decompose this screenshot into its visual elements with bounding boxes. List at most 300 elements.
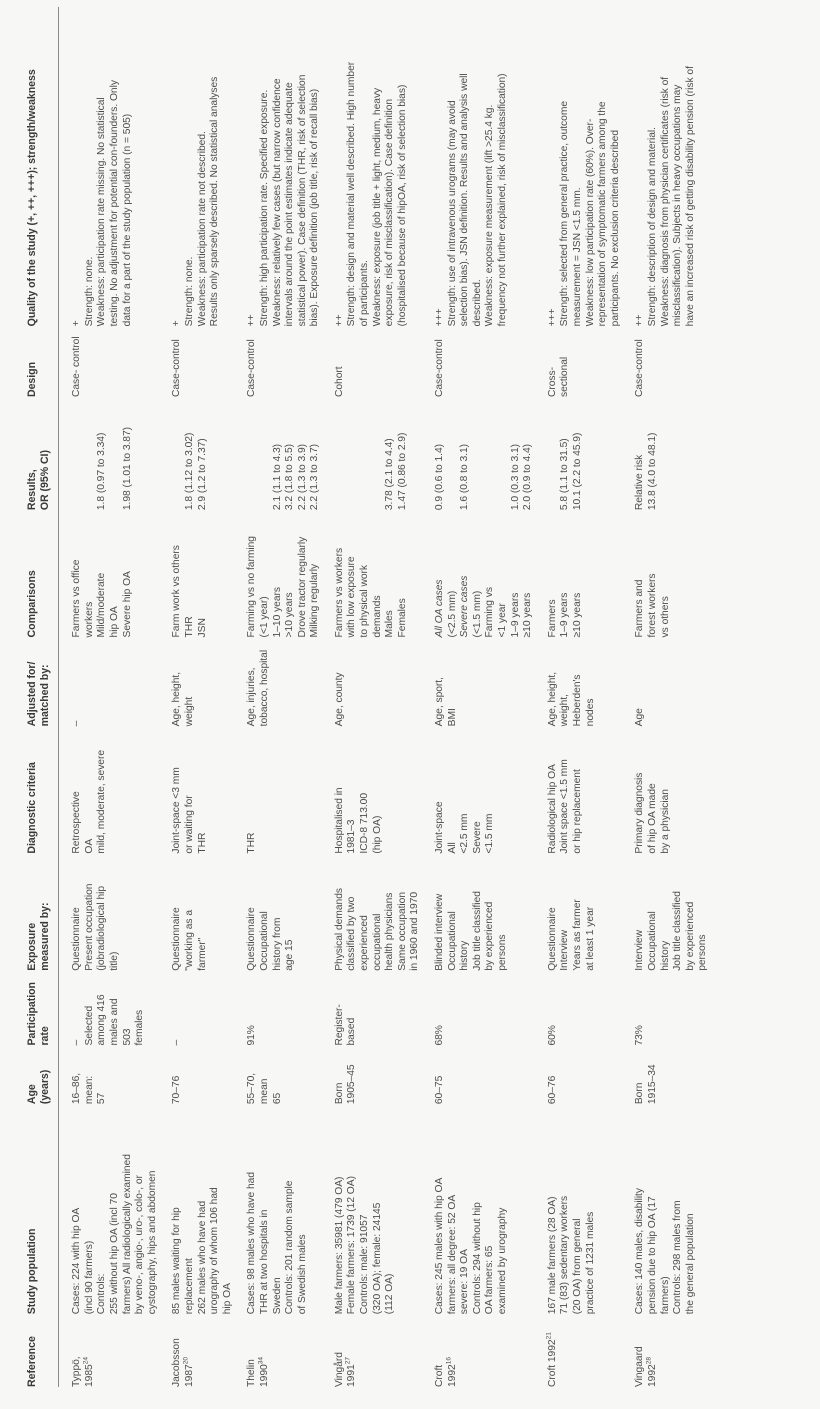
cell-line: Farmers vs workers (333, 547, 345, 638)
column-header-diagnostic-criteria (26, 726, 59, 853)
cell-line: Severe (471, 821, 483, 854)
cell-line: <1 year (497, 603, 508, 638)
cell-results (234, 397, 322, 510)
cell-line: 1.0 (0.3 to 3.1) (509, 443, 521, 511)
cell-line: Physical demands (333, 888, 345, 971)
cell-line: females (134, 1009, 146, 1046)
cell-line: 3.2 (1.8 to 5.5) (284, 443, 296, 511)
cell-line: 1985$^{24}$ (82, 1357, 95, 1387)
cell-line: farmers: all degree: 52 OA (446, 1194, 458, 1315)
cell-line: Case- control (71, 336, 83, 398)
cell-line: at least 1 year (584, 906, 596, 971)
quality-line: Weakness: diagnosis from physician certificates (risk of (659, 76, 671, 327)
cell-line: Age, height, (546, 671, 558, 727)
cell-line (447, 406, 460, 510)
cell-line: 55–70, (246, 1072, 258, 1105)
cell-line: Farmers (546, 599, 558, 638)
cell-design (59, 326, 160, 397)
quality-line: Strength: selected from general practice, outcome (559, 100, 571, 327)
cell-line: All OA cases (434, 579, 446, 638)
cell-comparisons (535, 510, 623, 637)
cell-line: Farming vs (484, 587, 496, 638)
cell-line: – (71, 1039, 83, 1046)
cell-line: Cases: 140 males, disability (634, 1188, 646, 1315)
cell-line: Croft 1992$^{21}$ (545, 1332, 558, 1387)
quality-line: Weakness: relatively few cases (but narrow confidence (271, 78, 283, 327)
cell-line: by experienced persons (684, 898, 709, 971)
column-header-study-population (26, 1104, 59, 1314)
cell-adjusted-for (159, 637, 234, 726)
quality-line: testing. No adjustment for potential con-founders. Only (108, 80, 120, 327)
cell-line: Vingaard 1992$^{28}$ (634, 1343, 658, 1387)
cell-reference (322, 1314, 422, 1387)
cell-line: 16–86, (71, 1072, 83, 1105)
cell-line: to physical work (359, 564, 371, 638)
quality-line: statistical power). Case definition (THR, risk of selection (296, 74, 308, 327)
column-header-results (26, 397, 59, 510)
quality-line: Weakness: participation rate missing. No statistical (96, 97, 108, 327)
cell-line: 1–9 years (559, 592, 571, 638)
cell-diagnostic-criteria (159, 726, 234, 853)
cell-line: Jacobsson (171, 1338, 183, 1387)
cell-line: Sweden (271, 1277, 283, 1315)
cell-age (234, 1046, 322, 1105)
cell-line: OA farmers: 65 (484, 1245, 496, 1315)
cell-line: JSN (196, 618, 208, 638)
cell-line: 2.2 (1.3 to 3.7) (309, 443, 321, 511)
cell-line: hip OA (221, 1283, 233, 1315)
cell-age (159, 1046, 234, 1105)
cell-line: 2.1 (1.1 to 4.3) (271, 443, 283, 511)
quality-line: of participants. (359, 260, 371, 327)
cell-line: based (346, 1017, 358, 1046)
table-row (59, 7, 160, 1387)
cell-results (422, 397, 535, 510)
quality-grade: ++ (246, 314, 258, 327)
cell-comparisons (422, 510, 535, 637)
cell-line: in 1960 and 1970 (409, 892, 421, 971)
cell-line: replacement (183, 1258, 195, 1315)
reference-superscript: 34 (257, 1357, 265, 1365)
cell-line: THR (196, 832, 208, 854)
header-line: Design (26, 361, 38, 398)
cell-line: forest workers (646, 573, 658, 638)
cell-line: Years as farmer (571, 899, 583, 971)
cell-participation-rate (234, 971, 322, 1046)
cell-design (322, 326, 422, 397)
cell-line: urography of whom 106 had (209, 1187, 221, 1315)
cell-line: 85 males waiting for hip (171, 1207, 183, 1315)
cell-line: or waiting for (183, 795, 195, 854)
cell-comparisons (59, 510, 160, 637)
quality-line: intervals around the point estimates indicate adequate (284, 82, 296, 327)
cell-participation-rate (159, 971, 234, 1046)
cell-line: Present occupation (jobradiological hip (83, 880, 108, 971)
cell-line: 60% (546, 1025, 558, 1046)
cell-line: 1991$^{27}$ (345, 1357, 358, 1387)
cell-line: Controls: 294 without hip (471, 1202, 483, 1315)
cell-line: (incl 90 farmers) (83, 1240, 95, 1315)
quality-line: measurement = JSN <1.5 mm. (571, 187, 583, 327)
cell-line: <2.5 mm (459, 813, 471, 854)
cell-line: health physicians (384, 892, 396, 971)
cell-line: Male farmers: 35981 (479 OA) (333, 1176, 345, 1315)
cell-line: Radiological hip OA (546, 764, 558, 854)
cell-line: examined by urography (497, 1207, 508, 1315)
quality-line: (hospitalised because of hipOA, risk of selection bias) (396, 84, 408, 327)
cell-line: 1992$^{16}$ (445, 1357, 458, 1387)
quality-line: misclassification). Subjects in heavy occupations may (672, 84, 684, 327)
cell-line: Born (333, 1082, 345, 1105)
cell-line: males and (108, 998, 120, 1046)
cell-line: (320 OA); female: 24145 (371, 1202, 383, 1315)
cell-comparisons (234, 510, 322, 637)
cell-line: Age, sport, (434, 677, 446, 727)
cell-design (535, 326, 623, 397)
cell-line: Interview (559, 930, 571, 971)
cell-line: 71 (83) sedentary workers (559, 1195, 571, 1315)
cell-study-population (234, 1104, 322, 1314)
column-header-participation-rate (26, 971, 59, 1046)
quality-line: Strength: high participation rate. Specified exposure. (258, 89, 270, 327)
cell-quality (622, 7, 710, 326)
cell-line: or hip replacement (571, 769, 583, 854)
cell-line: history (459, 940, 471, 971)
cell-line: <1.5 mm (484, 813, 496, 854)
cell-line: Age, injuries, (246, 667, 258, 727)
cell-line: Retrospective (71, 791, 83, 854)
cell-line: cystography, hips and abdomen (146, 1170, 158, 1315)
cell-exposure (234, 854, 322, 971)
quality-line: bias). Exposure definition (job title, risk of recall bias) (309, 88, 321, 327)
header-line: OR (95% CI) (38, 450, 51, 511)
cell-exposure (59, 854, 160, 971)
cell-line: (<1.5 mm) (471, 590, 483, 638)
cell-line: Heberden's nodes (571, 671, 596, 727)
cell-line: (<2.5 mm) (446, 590, 458, 638)
cell-line: Cross- (546, 366, 558, 398)
cell-diagnostic-criteria (234, 726, 322, 853)
header-line: Comparisons (26, 570, 38, 638)
cell-line: Farmers and (634, 579, 646, 638)
reference-superscript: 21 (545, 1332, 553, 1340)
cell-line (84, 406, 97, 510)
cell-line: Severe hip OA (121, 571, 133, 638)
cell-line: Born (634, 1082, 646, 1105)
cell-line: (hip OA) (371, 815, 383, 854)
cell-line: by experienced persons (484, 898, 508, 971)
cell-line: THR (246, 832, 258, 854)
cell-line: 2.2 (1.3 to 3.9) (296, 443, 308, 511)
cell-line: Controls: 201 random sample (284, 1180, 296, 1315)
cell-line: 60–75 (434, 1075, 446, 1105)
cell-line (359, 406, 372, 510)
cell-age (535, 1046, 623, 1105)
quality-grade: ++ (634, 314, 646, 327)
quality-line: participants. No exclusion criteria described (609, 129, 621, 327)
cell-line: Thelin (246, 1359, 258, 1387)
cell-line: Vingård (333, 1352, 345, 1387)
cell-line: 13.8 (4.0 to 48.1) (646, 432, 658, 511)
cell-line (246, 406, 259, 510)
cell-adjusted-for (422, 637, 535, 726)
cell-line (497, 406, 510, 510)
cell-diagnostic-criteria (322, 726, 422, 853)
cell-line: Drove tractor regularly (296, 536, 308, 638)
cell-line: by a physician (659, 789, 671, 854)
cell-participation-rate (59, 971, 160, 1046)
cell-line: 1.98 (1.01 to 3.87) (121, 426, 133, 511)
reference-superscript: 16 (445, 1357, 453, 1365)
cell-line: Controls: (96, 1273, 108, 1315)
cell-line: 0.9 (0.6 to 1.4) (434, 443, 446, 511)
cell-line: Questionnaire (246, 907, 258, 971)
cell-line (259, 406, 272, 510)
cell-line: workers (83, 601, 95, 638)
cell-line: Controls: 298 males from (672, 1200, 684, 1315)
header-line: measured by: (38, 902, 51, 971)
cell-line: occupational (371, 913, 383, 971)
table-header-row (26, 7, 59, 1387)
cell-line: Occupational (646, 911, 658, 971)
cell-line: Register- (333, 1004, 345, 1046)
cell-exposure (422, 854, 535, 971)
cell-line: 1915–34 (646, 1064, 658, 1105)
quality-line: Weakness: participation rate not described. (196, 131, 208, 327)
column-header-quality (26, 7, 59, 326)
cell-line: Cases: 224 with hip OA (71, 1207, 83, 1315)
cell-line: among 416 (96, 994, 108, 1046)
cell-line: THR at two hospitals in (258, 1209, 270, 1315)
quality-grade: + (171, 320, 183, 327)
cell-line: Joint-space <3 mm (171, 767, 183, 854)
cell-line: weight, (559, 694, 571, 727)
reference-superscript: 24 (82, 1357, 90, 1365)
table-row (622, 7, 710, 1387)
cell-line: farmer" (196, 937, 208, 971)
cell-line: (<1 year) (258, 596, 270, 638)
cell-line: the general population (684, 1213, 696, 1315)
cell-line: by veno-, angio-, uro-, colo-, or (134, 1175, 146, 1315)
quality-grade: + (71, 320, 83, 327)
cell-line: OA (83, 838, 95, 854)
reference-superscript: 20 (182, 1357, 190, 1365)
cell-line: 2.9 (1.2 to 7.37) (196, 438, 208, 511)
cell-participation-rate (422, 971, 535, 1046)
cell-study-population (59, 1104, 160, 1314)
cell-line: Blinded interview (434, 893, 446, 971)
cell-line: weight (183, 696, 195, 727)
cell-exposure (322, 854, 422, 971)
cell-line: 1987$^{20}$ (182, 1357, 195, 1387)
cell-line: 2.0 (0.9 to 4.4) (522, 443, 534, 511)
cell-line: Females (396, 598, 408, 638)
cell-line: Case-control (634, 339, 646, 398)
cell-line: Age, county (333, 672, 345, 727)
cell-line: 262 males who have had (196, 1200, 208, 1315)
cell-line: 10.1 (2.2 to 45.9) (571, 432, 583, 511)
quality-line: described. (471, 279, 483, 327)
cell-age (422, 1046, 535, 1105)
cell-age (622, 1046, 710, 1105)
cell-line: ICD-8 713.00 (359, 792, 371, 854)
cell-line: title) (108, 951, 120, 971)
cell-exposure (159, 854, 234, 971)
cell-line: of hip OA made (646, 783, 658, 854)
quality-line: have an increased risk of getting disability pension (risk of (684, 66, 696, 327)
quality-line: frequency not further explained, risk of misclassification) (497, 73, 508, 327)
table-body (59, 7, 710, 1387)
cell-design (622, 326, 710, 397)
cell-line: Questionnaire (171, 907, 183, 971)
cell-quality (422, 7, 535, 326)
cell-line: Questionnaire (71, 907, 83, 971)
cell-line: classified by two (346, 896, 358, 971)
quality-line: selection bias). JSN definition. Results and analysis well (459, 73, 471, 327)
cell-adjusted-for (59, 637, 160, 726)
cell-comparisons (322, 510, 422, 637)
cell-line: (20 OA) from general (571, 1218, 583, 1315)
cell-line: 1.6 (0.8 to 3.1) (459, 443, 471, 511)
cell-line: demands (371, 595, 383, 638)
cell-line (171, 406, 184, 510)
cell-line (372, 406, 385, 510)
table-row (234, 7, 322, 1387)
cell-line: Farming vs no farming (246, 536, 258, 638)
cell-line: with low exposure (346, 556, 358, 638)
cell-quality (159, 7, 234, 326)
cell-results (322, 397, 422, 510)
table-row (322, 7, 422, 1387)
cell-diagnostic-criteria (535, 726, 623, 853)
header-line: Reference (26, 1336, 38, 1387)
column-header-exposure (26, 854, 59, 971)
cell-line: Farm work vs others (171, 545, 183, 638)
quality-line: Strength: design and material well described. High number (346, 61, 358, 327)
cell-results (159, 397, 234, 510)
cell-line: – (171, 1039, 183, 1046)
cell-line: Case-control (246, 339, 258, 398)
cell-line: THR (183, 616, 195, 638)
cell-line: All (446, 842, 458, 854)
cell-line: Milking regularly (309, 563, 321, 638)
cell-line: Typpö, (71, 1356, 83, 1387)
cell-quality (59, 7, 160, 326)
cell-quality (535, 7, 623, 326)
cell-line: Job title classified (471, 891, 483, 971)
reference-superscript: 28 (645, 1357, 653, 1365)
column-header-comparisons (26, 510, 59, 637)
cell-line: 1990$^{34}$ (257, 1357, 270, 1387)
table-row (535, 7, 623, 1387)
cell-line: age 15 (284, 939, 296, 971)
cell-age (322, 1046, 422, 1105)
cell-participation-rate (622, 971, 710, 1046)
cell-line: 255 without hip OA (incl 70 (108, 1193, 120, 1315)
cell-participation-rate (322, 971, 422, 1046)
cell-line: Primary diagnosis (634, 772, 646, 854)
quality-grade: +++ (434, 308, 446, 327)
cell-study-population (622, 1104, 710, 1314)
quality-line: Weakness: exposure (job title + light, medium, heavy (371, 87, 383, 327)
cell-line: Farmers vs office (71, 559, 83, 638)
table-row (159, 7, 234, 1387)
cell-results (535, 397, 623, 510)
cell-diagnostic-criteria (59, 726, 160, 853)
cell-adjusted-for (322, 637, 422, 726)
cell-line (484, 406, 497, 510)
cell-line: mild, moderate, severe (96, 749, 108, 854)
quality-line: Strength: description of design and material. (646, 127, 658, 327)
quality-line: Strength: none. (183, 256, 195, 327)
cell-line (547, 406, 560, 510)
cell-line: sectional (559, 356, 571, 398)
cell-line: >10 years (284, 592, 296, 638)
cell-line: 1981–3 (346, 819, 358, 854)
cell-line: 57 (96, 1092, 108, 1105)
cell-line: Severe cases (459, 575, 471, 638)
quality-line: Strength: use of intravenous urograms (may avoid (446, 100, 458, 327)
cell-line: (112 OA) (384, 1273, 396, 1315)
quality-grade: ++ (333, 314, 345, 327)
cell-line: tobacco, hospital (258, 649, 270, 727)
cell-reference (422, 1314, 535, 1387)
cell-line: 503 (121, 1028, 133, 1046)
cell-line: Hospitalised in (333, 787, 345, 854)
cell-study-population (322, 1104, 422, 1314)
cell-line: Joint-space (434, 801, 446, 854)
cell-comparisons (159, 510, 234, 637)
cell-study-population (422, 1104, 535, 1314)
cell-line: Age (634, 708, 646, 727)
cell-results (622, 397, 710, 510)
cell-line: Female farmers: 1739 (12 OA) (346, 1176, 358, 1315)
cell-line: Occupational (446, 911, 458, 971)
header-line: Age (26, 1084, 38, 1105)
cell-line: pension due to hip OA (17 (646, 1196, 658, 1315)
cell-line: 68% (434, 1025, 446, 1046)
cell-exposure (535, 854, 623, 971)
cell-line: mean: (83, 1075, 95, 1105)
cell-line (71, 406, 84, 510)
cell-line: 1.8 (0.97 to 3.34) (96, 432, 108, 511)
table-row (422, 7, 535, 1387)
cell-line: Same occupation (396, 891, 408, 971)
cell-adjusted-for (535, 637, 623, 726)
cell-study-population (159, 1104, 234, 1314)
cell-line: mean (258, 1078, 270, 1105)
header-line: Diagnostic criteria (26, 762, 38, 854)
cell-design (422, 326, 535, 397)
cell-line (472, 406, 485, 510)
cell-line: severe: 19 OA (459, 1249, 471, 1315)
studies-comparison-table (26, 7, 710, 1387)
cell-line: 167 male farmers (28 OA) (546, 1196, 558, 1315)
cell-line (346, 406, 359, 510)
cell-quality (322, 7, 422, 326)
header-line: Exposure (26, 922, 38, 971)
cell-line: Joint space <1.5 mm (559, 759, 571, 854)
cell-line: Relative risk (634, 454, 646, 511)
cell-line: 1.8 (1.12 to 3.02) (183, 432, 195, 511)
column-header-reference (26, 1314, 59, 1387)
quality-line: Weakness: low participation rate (60%). Over- (584, 118, 596, 327)
cell-line: Case-control (171, 339, 183, 398)
quality-line: representation of symptomatic farmers among the (597, 101, 609, 327)
header-line: Participation (26, 982, 38, 1046)
cell-participation-rate (535, 971, 623, 1046)
cell-reference (535, 1314, 623, 1387)
